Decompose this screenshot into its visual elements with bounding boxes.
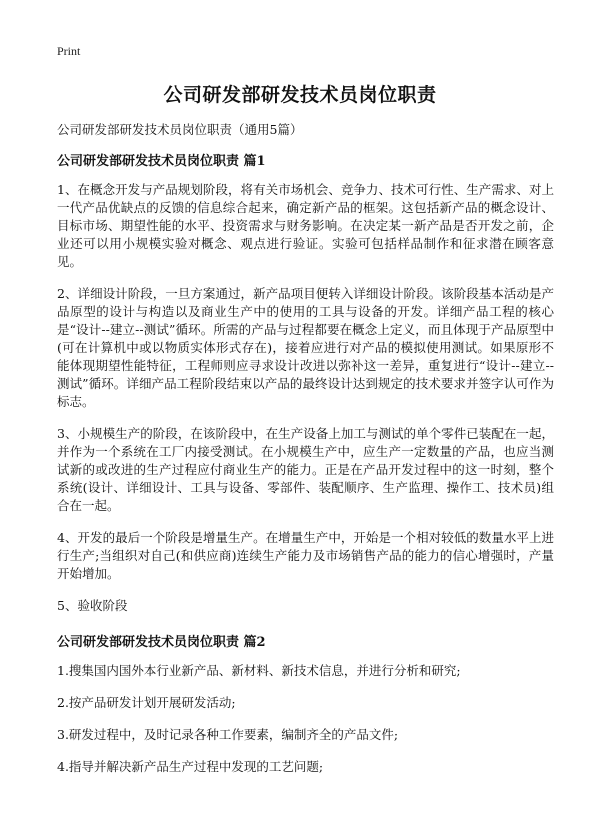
print-label[interactable]: Print	[57, 44, 81, 58]
paragraph: 2、详细设计阶段，一旦方案通过，新产品项目便转入详细设计阶段。该阶段基本活动是产品原型的设计与构造以及商业生产中的使用的工具与设备的开发。详细产品工程的核心是“设计--建立--测试”循环。所需的产品与过程都要在概念上定义，而且体现于产品原型中(可在计算机中或以物质实体形式存在)，接着应进行对产品的模拟使用测试。如果原形不能体现期望性能特征，工程师则应寻求设计改进以弥补这一差异，重复进行“设计--建立--测试”循环。详细产品工程阶段结束以产品的最终设计达到规定的技术要求并签字认可作为标志。	[57, 286, 554, 409]
list-item: 3.研发过程中，及时记录各种工作要素，编制齐全的产品文件;	[57, 727, 399, 742]
list-item: 2.按产品研发计划开展研发活动;	[57, 695, 236, 710]
list-item: 4.指导并解决新产品生产过程中发现的工艺问题;	[57, 759, 324, 774]
section-heading-2: 公司研发部研发技术员岗位职责 篇2	[57, 635, 266, 650]
document-subtitle: 公司研发部研发技术员岗位职责（通用5篇）	[57, 122, 303, 137]
paragraph: 1、在概念开发与产品规划阶段，将有关市场机会、竞争力、技术可行性、生产需求、对上一代产品优缺点的反馈的信息综合起来，确定新产品的框架。这包括新产品的概念设计、目标市场、期望性能的水平、投资需求与财务影响。在决定某一新产品是否开发之前，企业还可以用小规模实验对概念、观点进行验证。实验可包括样品制作和征求潜在顾客意见。	[57, 182, 554, 269]
list-item: 1.搜集国内国外本行业新产品、新材料、新技术信息，并进行分析和研究;	[57, 663, 461, 678]
section-heading-1: 公司研发部研发技术员岗位职责 篇1	[57, 154, 266, 169]
paragraph: 3、小规模生产的阶段，在该阶段中，在生产设备上加工与测试的单个零件已装配在一起，并作为一个系统在工厂内接受测试。在小规模生产中，应生产一定数量的产品，也应当测试新的或改进的生产过程应付商业生产的能力。正是在产品开发过程中的这一时刻，整个系统(设计、详细设计、工具与设备、零部件、装配顺序、生产监理、操作工、技术员)组合在一起。	[57, 426, 554, 513]
paragraph: 5、验收阶段	[57, 598, 128, 613]
page-title: 公司研发部研发技术员岗位职责	[163, 84, 437, 106]
document-body	[57, 150, 554, 790]
paragraph: 4、开发的最后一个阶段是增量生产。在增量生产中，开始是一个相对较低的数量水平上进行生产;当组织对自己(和供应商)连续生产能力及市场销售产品的能力的信心增强时，产量开始增加。	[57, 530, 554, 581]
